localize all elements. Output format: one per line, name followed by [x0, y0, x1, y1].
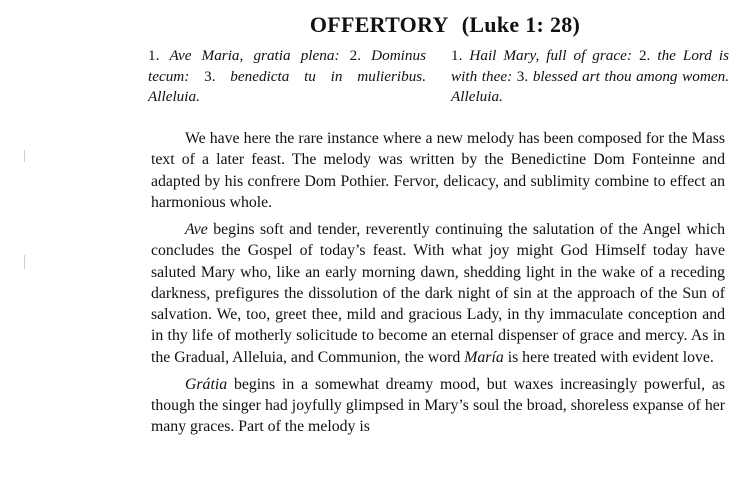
english-text-column	[451, 46, 729, 108]
paragraph-text: begins soft and tender, reverently continuing the salutation of the Angel which concludes the Gospel of today’s feast. With what joy might God Himself today have saluted Mary who, like an early morning dawn, shedding light in the wake of a receding darkness, prefigures the dissolution of the dark night of sin at the approach of the Sun of salvation. We, too, greet thee, mild and gracious Lady, in thy immaculate conception and in thy life of motherly solicitude to become an eternal dispenser of grace and mercy. As in the Gradual, Alleluia, and Communion, the word	[151, 221, 725, 366]
latin-verse: Dominus tecum:	[148, 47, 426, 85]
paragraph-1	[151, 128, 725, 213]
latin-verse: Ave Maria, gratia plena:	[169, 47, 340, 64]
paragraph-text: begins in a somewhat dreamy mood, but waxes increasingly powerful, as though the singer had joyfully glimpsed in Mary’s soul the broad, shoreless expanse of her many graces. Part of the melody is	[151, 375, 725, 436]
paragraph-text: We have here the rare instance where a new melody has been composed for the Mass text of a later feast. The melody was written by the Benedictine Dom Fonteinne and adapted by his confrere Dom Pothier. Fervor, delicacy, and sublimity combine to effect an harmonious whole.	[151, 130, 725, 211]
verse-number: 2.	[638, 47, 651, 64]
latin-verse: benedicta tu in mulieribus. Alleluia.	[148, 67, 427, 105]
paragraph-text: is here treated with evident love.	[503, 348, 714, 366]
paragraph-lead-word: Ave	[185, 221, 208, 238]
faint-margin-line	[24, 150, 25, 162]
faint-margin-line	[24, 255, 25, 269]
paragraph-lead-word: Grátia	[185, 375, 228, 393]
verse-number: 1.	[148, 47, 160, 64]
heading-reference: (Luke 1: 28)	[461, 12, 581, 37]
commentary-body	[151, 128, 725, 444]
verse-number: 2.	[349, 47, 362, 64]
english-verse: the Lord is with thee:	[451, 47, 730, 85]
paragraph-2	[151, 219, 725, 368]
section-heading	[150, 12, 740, 38]
english-verse: Hail Mary, full of grace:	[469, 47, 632, 64]
latin-text-column	[148, 46, 426, 108]
english-verse: blessed art thou among women. Alleluia.	[451, 67, 729, 105]
heading-title: OFFERTORY	[309, 12, 448, 37]
verse-number: 3.	[204, 67, 216, 85]
verse-number: 1.	[451, 47, 463, 64]
paragraph-3	[151, 374, 725, 438]
verse-number: 3.	[516, 67, 529, 85]
emphasized-word: María	[464, 348, 504, 366]
